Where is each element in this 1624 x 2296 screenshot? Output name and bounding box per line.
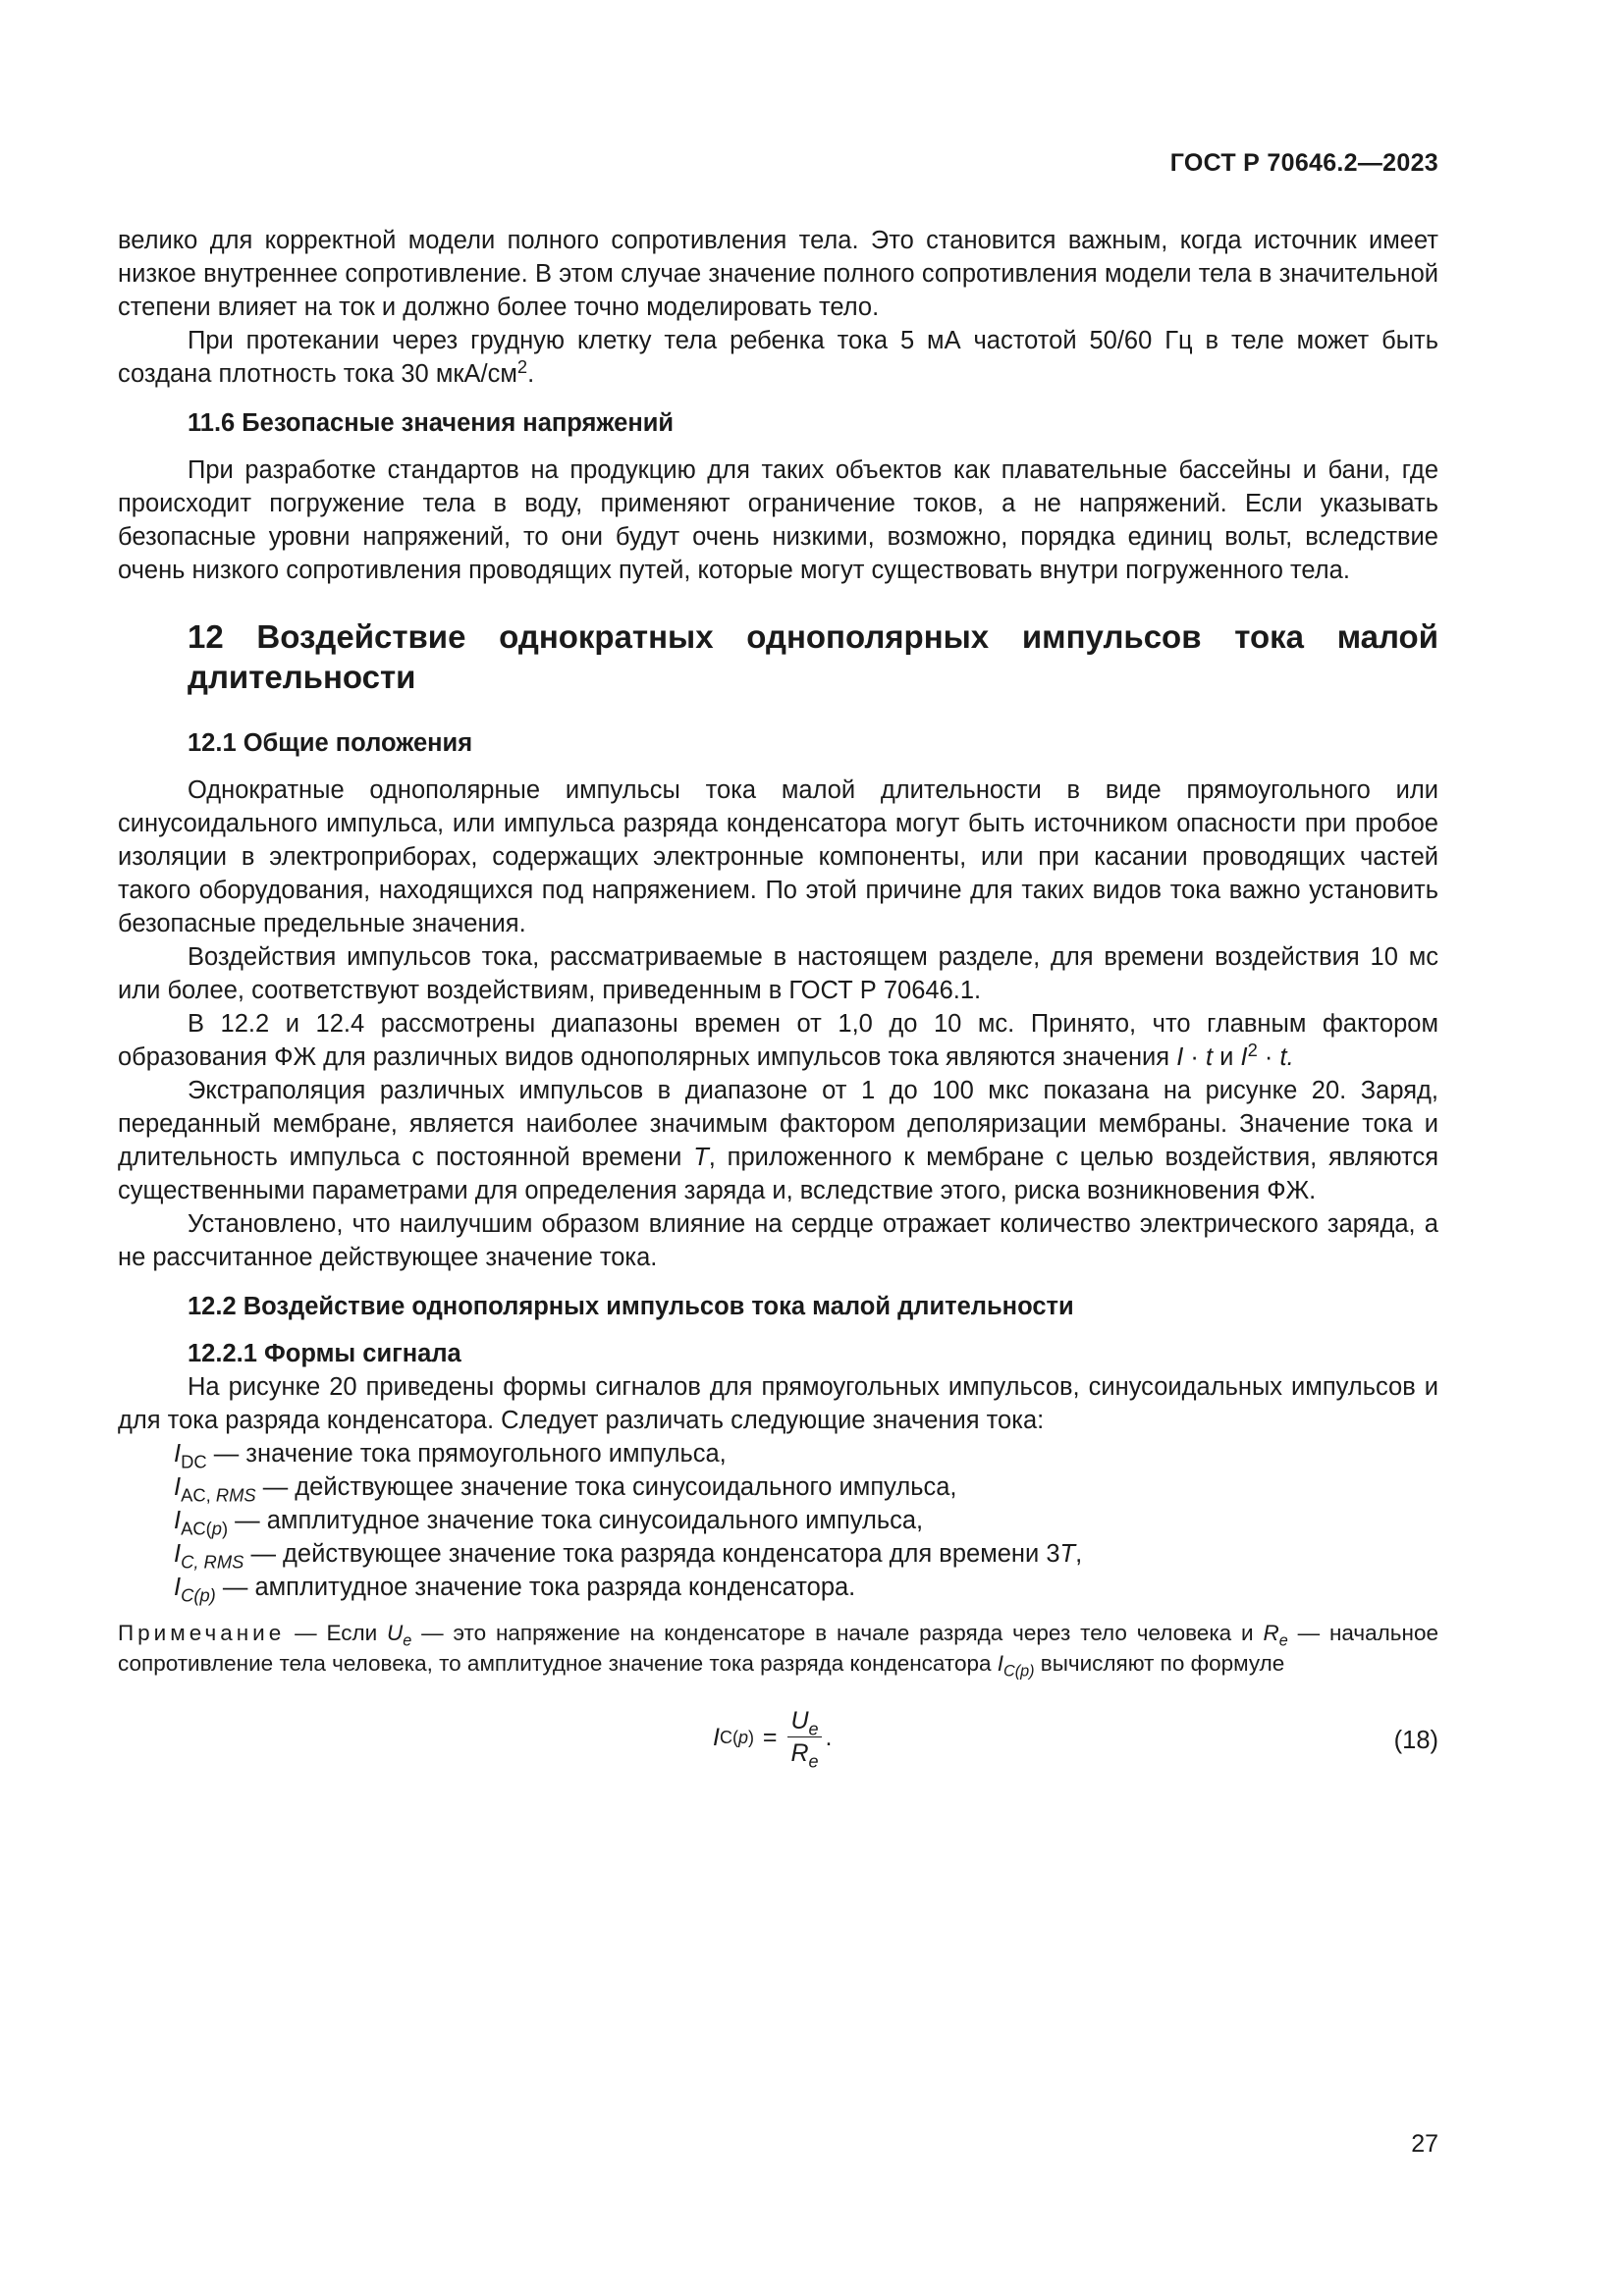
paragraph-general-provisions: Однократные однополярные импульсы тока малой длительности в виде прямоугольного или синусоидального импульса, или импульса разряда конденсатора могут быть источником опасности при пробое изоляции в электроприборах, содержащих электронные компоненты, или при касании проводящих частей такого оборудования, находящихся под напряжением. По этой причине для таких видов тока важно установить безопасные предельные значения. bbox=[118, 776, 1438, 937]
paragraph-continuation: велико для корректной модели полного сопротивления тела. Это становится важным, когда источник имеет низкое внутреннее сопротивление. В этом случае значение полного сопротивления модели тела в значительной степени влияет на ток и должно более точно моделировать тело. bbox=[118, 227, 1438, 321]
list-item: $I_{DC}$ — значение тока прямоугольного импульса, bbox=[174, 1440, 727, 1472]
paragraph-signal-forms: На рисунке 20 приведены формы сигналов для прямоугольных импульсов, синусоидальных импульсов и для тока разряда конденсатора. Следует различать следующие значения тока: bbox=[118, 1373, 1438, 1434]
paragraph-time-ranges: В 12.2 и 12.4 рассмотрены диапазоны времен от 1,0 до 10 мс. Принято, что главным фактором образования ФЖ для различных видов однополярных импульсов тока являются значения I · t и $I^2 \cdot t$. bbox=[118, 1010, 1438, 1071]
page-number: 27 bbox=[1411, 2130, 1438, 2158]
paragraph-impulse-effects: Воздействия импульсов тока, рассматриваемые в настоящем разделе, для времени воздействия 10 мс или более, соответствуют воздействиям, приведенным в ГОСТ Р 70646.1. bbox=[118, 943, 1438, 1004]
paragraph-safe-voltages: При разработке стандартов на продукцию для таких объектов как плавательные бассейны и бани, где происходит погружение тела в воду, применяют ограничение токов, а не напряжений. Если указывать безопасные уровни напряжений, то они будут очень низкими, возможно, порядка единиц вольт, вследствие очень низкого сопротивления проводящих путей, которые могут существовать внутри погруженного тела. bbox=[118, 456, 1438, 584]
list-item: $I_{C, RMS}$ — действующее значение тока разряда конденсатора для времени 3T, bbox=[174, 1540, 1083, 1573]
section-12-2-heading: 12.2 Воздействие однополярных импульсов тока малой длительности bbox=[188, 1293, 1074, 1320]
list-item: $I_{AC, RMS}$ — действующее значение тока синусоидального импульса, bbox=[174, 1473, 957, 1506]
capacitor-discharge-formula: I C(p) = $\frac{U_e}{R_e}$ . bbox=[713, 1707, 833, 1772]
section-12-1-heading: 12.1 Общие положения bbox=[188, 729, 473, 757]
section-12-2-1-heading: 12.2.1 Формы сигнала bbox=[188, 1340, 461, 1367]
formula-fraction: $\frac{U_e}{R_e}$ bbox=[787, 1706, 821, 1768]
paragraph-current-density: При протекании через грудную клетку тела ребенка тока 5 мА частотой 50/60 Гц в теле может быть создана плотность тока 30 мкА/$см^2$. bbox=[118, 327, 1438, 388]
note-paragraph: Примечание — Если $U_e$ — это напряжение на конденсаторе в начале разряда через тело человека и $R_e$ — начальное сопротивление тела человека, то амплитудное значение тока разряда конденсатора $I_{C(p)}$ вычисляют по формуле bbox=[118, 1621, 1438, 1681]
section-12-heading: 12 Воздействие однократных однополярных импульсов тока малой длительности bbox=[188, 618, 1438, 695]
document-code-header: ГОСТ Р 70646.2—2023 bbox=[1169, 149, 1438, 177]
document-page bbox=[118, 0, 1438, 2296]
paragraph-charge-effect: Установлено, что наилучшим образом влияние на сердце отражает количество электрического заряда, а не рассчитанное действующее значение тока. bbox=[118, 1210, 1438, 1271]
paragraph-extrapolation: Экстраполяция различных импульсов в диапазоне от 1 до 100 мкс показана на рисунке 20. Заряд, переданный мембране, является наиболее значимым фактором деполяризации мембраны. Значение тока и длительность импульса с постоянной времени T, приложенного к мембране с целью воздействия, являются существенными параметрами для определения заряда и, вследствие этого, риска возникновения ФЖ. bbox=[118, 1077, 1438, 1204]
list-item: $I_{C(p)}$ — амплитудное значение тока разряда конденсатора. bbox=[174, 1574, 856, 1606]
current-values-list bbox=[118, 1437, 1438, 1604]
section-11-6-heading: 11.6 Безопасные значения напряжений bbox=[188, 409, 675, 437]
document-body bbox=[118, 224, 1438, 1790]
list-item: $I_{AC(p)}$ — амплитудное значение тока синусоидального импульса, bbox=[174, 1507, 924, 1539]
equation-number: (18) bbox=[1393, 1727, 1438, 1754]
formula-18 bbox=[118, 1700, 1438, 1790]
